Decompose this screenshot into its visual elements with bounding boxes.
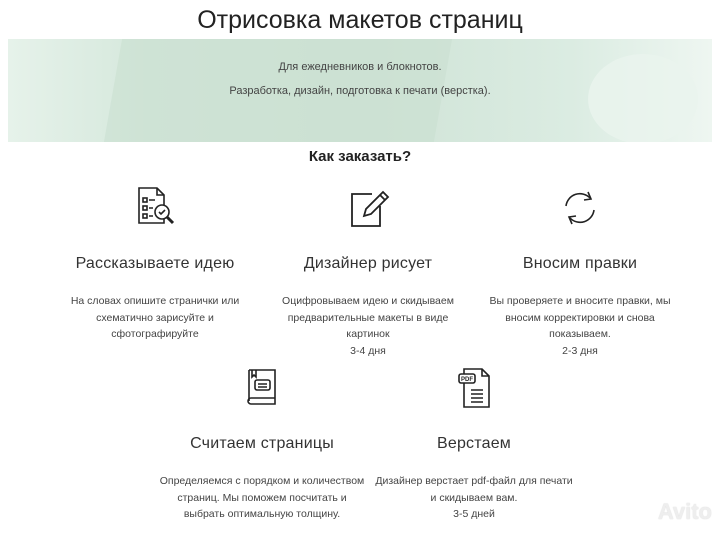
how-to-order-heading: Как заказать?: [308, 148, 412, 165]
avito-watermark: Avito: [657, 499, 712, 524]
step-line: Дизайнер верстает pdf-файл для печати: [375, 475, 573, 487]
banner-subtitle: Для ежедневников и блокнотов.: [278, 61, 442, 73]
step-line: Оцифровываем идею и скидываем: [282, 295, 454, 307]
step-line: Вы проверяете и вносите правки, мы: [489, 295, 671, 307]
step-title: Считаем страницы: [190, 435, 334, 452]
step-line: показываем.: [549, 328, 611, 340]
step-description: [258, 293, 478, 359]
step-count-pages: [152, 366, 372, 523]
step-duration: 3-4 дня: [350, 344, 386, 357]
pdf-label: PDF: [461, 377, 473, 383]
step-description: [152, 473, 372, 523]
step-idea: [45, 186, 265, 343]
step-title: Верстаем: [436, 435, 511, 452]
step-line: выбрать оптимальную толщину.: [183, 508, 341, 520]
document-search-icon: [133, 186, 177, 230]
hero-banner: [8, 39, 712, 142]
step-line: вносим корректировки и снова: [505, 311, 655, 324]
book-icon: [240, 366, 284, 410]
banner-description: Разработка, дизайн, подготовка к печати (верстка).: [229, 85, 491, 97]
page-title: Отрисовка макетов страниц: [197, 6, 523, 34]
step-title: Рассказываете идею: [75, 255, 235, 272]
step-line: страниц. Мы поможем посчитать и: [177, 491, 347, 504]
pdf-file-icon: [452, 366, 496, 410]
step-design: [258, 186, 478, 359]
step-title: Вносим правки: [522, 255, 638, 272]
step-description: [364, 473, 584, 523]
step-line: На словах опишите странички или: [70, 295, 240, 307]
step-line: предварительные макеты в виде: [287, 311, 449, 324]
step-title: Дизайнер рисует: [303, 255, 433, 272]
step-duration: 3-5 дней: [453, 508, 495, 520]
step-line: и скидываем вам.: [430, 491, 518, 504]
step-duration: 2-3 дня: [562, 344, 598, 357]
step-revisions: [470, 186, 690, 359]
step-line: Определяемся с порядком и количеством: [159, 475, 365, 487]
step-line: картинок: [346, 328, 390, 340]
step-layout: [364, 366, 584, 523]
step-description: [470, 293, 690, 359]
refresh-icon: [558, 186, 602, 230]
step-line: схематично зарисуйте и: [96, 311, 214, 324]
step-line: сфотографируйте: [111, 328, 199, 340]
edit-icon: [346, 186, 390, 230]
step-description: [45, 293, 265, 343]
